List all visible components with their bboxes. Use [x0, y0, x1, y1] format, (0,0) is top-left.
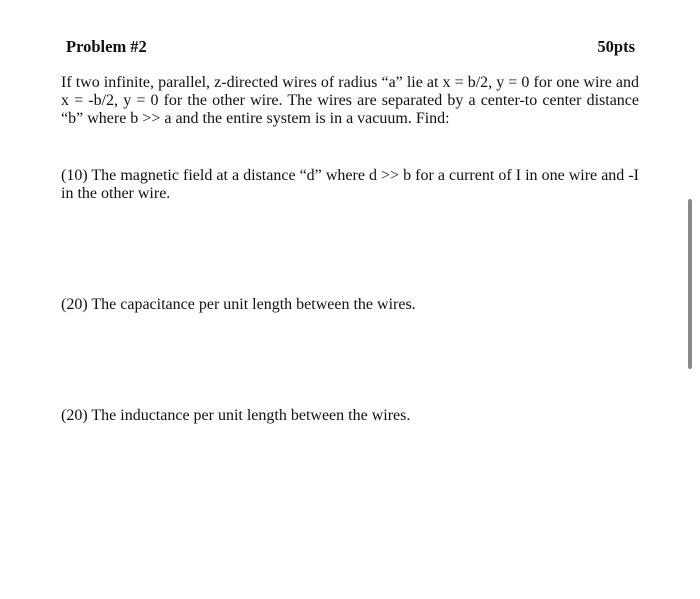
question-inductance: (20) The inductance per unit length between the wires. — [61, 407, 411, 424]
problem-points: 50pts — [597, 37, 635, 56]
vertical-scrollbar[interactable] — [688, 199, 692, 369]
problem-statement: If two infinite, parallel, z-directed wires of radius “a” lie at x = b/2, y = 0 for one wire and x = -b/2, y = 0 for the other wire. The wires are separated by a center-to center distance “b” where b >> a and the entire system is in a vacuum. Find: — [61, 74, 639, 127]
problem-header — [61, 38, 635, 58]
question-magnetic-field: (10) The magnetic field at a distance “d” where d >> b for a current of I in one wire and -I in the other wire. — [61, 167, 639, 202]
problem-title: Problem #2 — [66, 37, 147, 56]
question-capacitance: (20) The capacitance per unit length between the wires. — [61, 296, 416, 313]
